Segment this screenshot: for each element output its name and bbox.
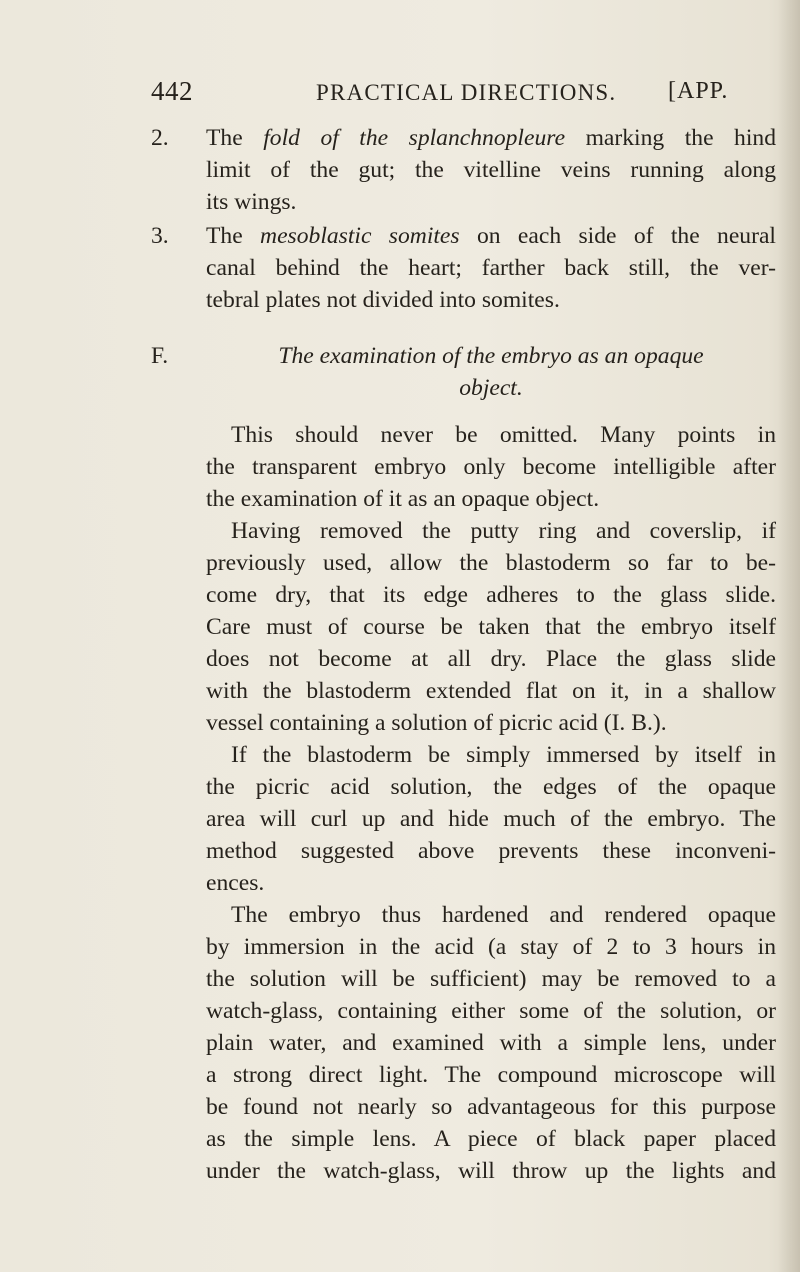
page-number: 442 (151, 76, 193, 106)
para-line: come dry, that its edge adheres to the glass slide. (206, 582, 776, 608)
para-line: previously used, allow the blastoderm so far to be- (206, 550, 776, 576)
italic-term: mesoblastic somites (260, 223, 460, 249)
running-head: PRACTICAL DIRECTIONS. (316, 80, 617, 105)
paragraph-3 (206, 739, 776, 899)
section-letter: F. (151, 343, 169, 369)
para-line: ences. (206, 870, 265, 896)
para-line: a strong direct light. The compound microscope will (206, 1062, 776, 1088)
para-line: as the simple lens. A piece of black paper placed (206, 1126, 776, 1152)
section-title-line: object. (459, 375, 523, 401)
page-header (151, 76, 761, 116)
paragraph-4 (206, 899, 776, 1187)
para-line: with the blastoderm extended flat on it, in a shallow (206, 678, 776, 704)
para-line: be found not nearly so advantageous for this purpose (206, 1094, 776, 1120)
para-line: under the watch-glass, will throw up the lights and (206, 1158, 776, 1184)
para-line: vessel containing a solution of picric acid (I. B.). (206, 710, 667, 736)
para-line: method suggested above prevents these inconveni- (206, 838, 776, 864)
para-line: does not become at all dry. Place the glass slide (206, 646, 776, 672)
list-item-2 (151, 122, 776, 218)
para-line: Having removed the putty ring and coverslip, if (231, 518, 776, 544)
para-line: This should never be omitted. Many points in (231, 422, 776, 448)
section-heading (151, 340, 776, 404)
section-title-line: The examination of the embryo as an opaque (278, 343, 704, 369)
page-edge-shadow (778, 0, 800, 1272)
para-line: the solution will be sufficient) may be removed to a (206, 966, 776, 992)
para-line: If the blastoderm be simply immersed by itself in (231, 742, 776, 768)
item-line: tebral plates not divided into somites. (206, 287, 560, 313)
para-line: the picric acid solution, the edges of the opaque (206, 774, 776, 800)
para-line: The embryo thus hardened and rendered opaque (231, 902, 776, 928)
para-line: area will curl up and hide much of the embryo. The (206, 806, 776, 832)
item-line: The fold of the splanchnopleure marking the hind (206, 125, 777, 151)
paragraph-2 (206, 515, 776, 739)
item-line: The mesoblastic somites on each side of the neural (206, 223, 776, 249)
para-line: plain water, and examined with a simple lens, under (206, 1030, 776, 1056)
para-line: the examination of it as an opaque object. (206, 486, 600, 512)
section-mark: [APP. (668, 78, 729, 104)
item-line: limit of the gut; the vitelline veins running along (206, 157, 776, 183)
para-line: the transparent embryo only become intelligible after (206, 454, 776, 480)
item-number: 3. (151, 223, 169, 249)
para-line: watch-glass, containing either some of the solution, or (206, 998, 776, 1024)
item-line: canal behind the heart; farther back still, the ver- (206, 255, 776, 281)
item-line: its wings. (206, 189, 297, 215)
list-item-3 (151, 220, 776, 316)
para-line: by immersion in the acid (a stay of 2 to 3 hours in (206, 934, 776, 960)
item-number: 2. (151, 125, 169, 151)
paragraph-1 (206, 419, 776, 515)
para-line: Care must of course be taken that the embryo itself (206, 614, 776, 640)
italic-term: fold of the splanchnopleure (263, 125, 566, 151)
